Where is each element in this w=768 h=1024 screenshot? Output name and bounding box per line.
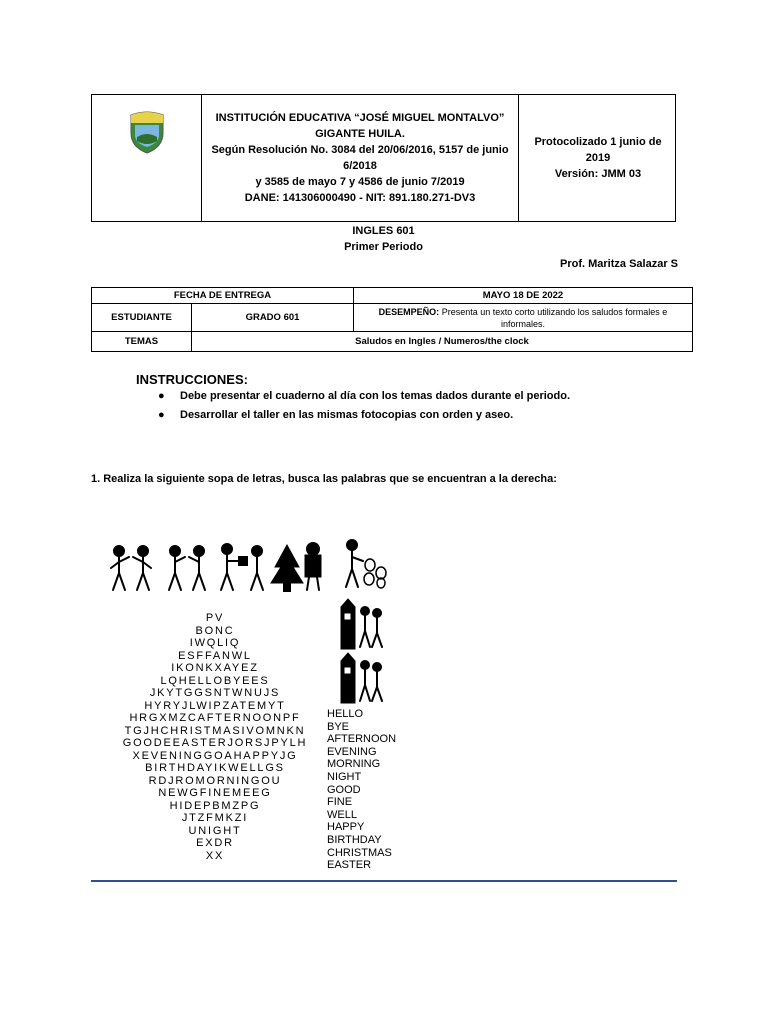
puzzle-row: IKONKXAYEZ xyxy=(171,662,259,674)
temas-label: TEMAS xyxy=(92,332,192,351)
bullet-icon: ● xyxy=(158,409,165,421)
protocol-line-1: Protocolizado 1 junio de xyxy=(534,136,662,148)
protocol-cell xyxy=(519,95,677,221)
desempeno-text: Presenta un texto corto utilizando los saludos formales e informales. xyxy=(439,306,668,329)
word-list-item: HAPPY xyxy=(327,821,365,834)
puzzle-row: UNIGHT xyxy=(188,824,242,837)
word-list-item: BIRTHDAY xyxy=(327,833,382,846)
puzzle-row: GOODEEASTERJORSJPYLH xyxy=(122,737,308,749)
school-shield-logo xyxy=(127,111,167,155)
word-list-item: AFTERNOON xyxy=(327,733,397,746)
temas-value: Saludos en Ingles / Numeros/the clock xyxy=(355,336,529,347)
instruction-item xyxy=(158,390,570,409)
word-list-item: BYE xyxy=(327,720,350,733)
puzzle-row: PV xyxy=(205,612,225,624)
logo-cell xyxy=(92,95,202,221)
desempeno-cell xyxy=(354,304,692,332)
resolution-line-1: Según Resolución No. 3084 del 20/06/2016, 5157 de junio xyxy=(211,144,509,156)
puzzle-row: HIDEPBMZPG xyxy=(169,799,261,812)
desempeno-label: DESEMPEÑO: xyxy=(378,306,440,317)
version: Versión: JMM 03 xyxy=(554,168,642,180)
instruction-text: Desarrollar el taller en las mismas fotocopias con orden y aseo. xyxy=(180,409,514,421)
bottom-rule xyxy=(91,880,677,882)
teacher-name: Prof. Maritza Salazar S xyxy=(560,258,678,270)
resolution-line-2: 6/2018 xyxy=(343,160,377,172)
course-title: INGLES 601 xyxy=(352,225,415,237)
stick-person-easter-eggs-icon xyxy=(346,540,386,588)
puzzle-row: JKYTGGSNTWNUJS xyxy=(149,687,281,699)
puzzle-row: XX xyxy=(205,849,225,862)
fecha-label: FECHA DE ENTREGA xyxy=(92,288,354,304)
instructions-title: INSTRUCCIONES: xyxy=(136,372,248,387)
puzzle-row: JTZFMKZI xyxy=(181,812,249,824)
estudiante-label: ESTUDIANTE xyxy=(92,304,192,332)
exercise-prompt: 1. Realiza la siguiente sopa de letras, busca las palabras que se encuentran a la derecha: xyxy=(91,473,557,485)
info-table xyxy=(91,287,693,352)
puzzle-row: ESFFANWL xyxy=(178,649,252,662)
school-name: INSTITUCIÓN EDUCATIVA “JOSÉ MIGUEL MONTALVO” xyxy=(215,112,505,124)
santa-icon xyxy=(305,543,321,590)
house-goodbye-icon xyxy=(341,653,382,703)
word-list-item: CHRISTMAS xyxy=(327,846,392,859)
word-list-item: NIGHT xyxy=(327,770,362,783)
school-info-cell xyxy=(202,95,519,221)
word-list-item: EVENING xyxy=(327,745,377,758)
instruction-item xyxy=(158,409,570,428)
word-list-item: FINE xyxy=(327,796,353,809)
fecha-value: MAYO 18 DE 2022 xyxy=(354,288,692,304)
puzzle-row: HYRYJLWIPZATEMYT xyxy=(144,699,286,712)
stick-people-gift-icon xyxy=(221,544,263,590)
word-list-item: GOOD xyxy=(327,783,361,796)
house-night-icon xyxy=(341,599,382,649)
resolution-line-3: y 3585 de mayo 7 y 4586 de junio 7/2019 xyxy=(255,176,465,188)
instructions-list xyxy=(158,390,570,428)
puzzle-row: BONC xyxy=(195,624,235,637)
bullet-icon: ● xyxy=(158,390,165,402)
word-list-item: WELL xyxy=(327,808,357,821)
puzzle-row: XEVENINGGOAHAPPYJG xyxy=(132,749,298,762)
grado-value: GRADO 601 xyxy=(192,304,354,332)
stick-people-talking-icon xyxy=(169,546,205,590)
puzzle-row: TGJHCHRISTMASIVOMNKN xyxy=(124,724,306,737)
puzzle-row: EXDR xyxy=(196,837,234,849)
stick-people-greeting-icon xyxy=(111,546,151,590)
word-list-item: EASTER xyxy=(327,859,372,872)
puzzle-row: HRGXMZCAFTERNOONPF xyxy=(129,712,301,724)
christmas-tree-icon xyxy=(271,545,303,591)
word-list-item: MORNING xyxy=(327,758,381,771)
dane-nit: DANE: 141306000490 - NIT: 891.180.271-DV3 xyxy=(244,192,476,204)
header-table xyxy=(91,94,676,222)
puzzle-row: NEWGFINEMEEG xyxy=(158,787,272,799)
protocol-line-2: 2019 xyxy=(585,152,611,164)
puzzle-row: LQHELLOBYEES xyxy=(160,674,270,687)
puzzle-row: IWQLIQ xyxy=(189,637,241,649)
word-search-grid xyxy=(95,612,335,862)
word-list xyxy=(327,708,396,872)
school-location: GIGANTE HUILA. xyxy=(315,128,405,140)
course-period: Primer Periodo xyxy=(344,241,423,253)
puzzle-row: BIRTHDAYIKWELLGS xyxy=(145,762,285,774)
puzzle-row: RDJROMORNINGOU xyxy=(148,774,282,787)
word-list-item: HELLO xyxy=(327,708,364,720)
instruction-text: Debe presentar el cuaderno al día con los temas dados durante el periodo. xyxy=(180,390,570,402)
